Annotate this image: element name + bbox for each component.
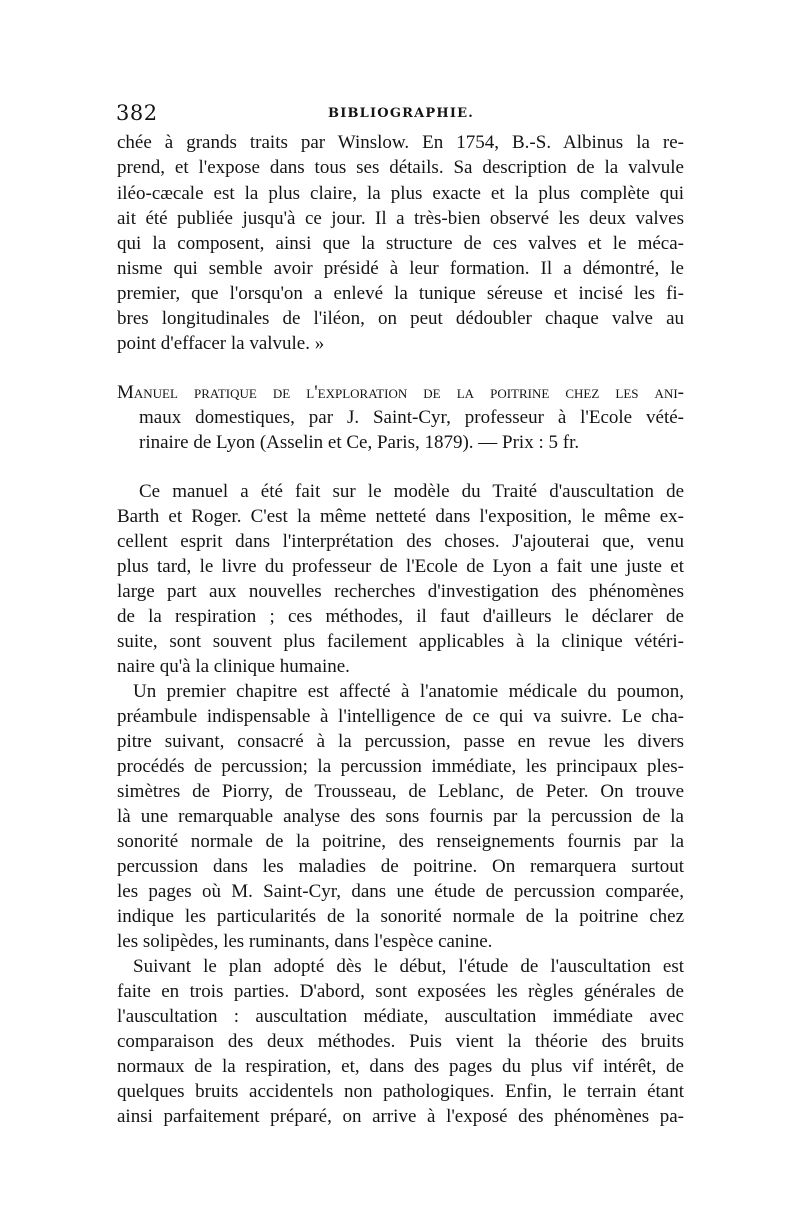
page-header (116, 101, 686, 127)
text-line: bres longitudinales de l'iléon, on peut dédoubler chaque valve au (117, 308, 684, 329)
text-line: premier, que l'orsqu'on a enlevé la tunique séreuse et incisé les fi- (117, 283, 684, 304)
text-line: percussion dans les maladies de poitrine. On remarquera surtout (117, 856, 684, 877)
text-line: les solipèdes, les ruminants, dans l'espèce canine. (117, 931, 493, 952)
text-line: iléo-cæcale est la plus claire, la plus exacte et la plus complète qui (117, 183, 684, 204)
text-line: cellent esprit dans l'interprétation des choses. J'ajouterai que, venu (117, 531, 684, 552)
text-line: là une remarquable analyse des sons fournis par la percussion de la (117, 806, 684, 827)
text-line: faite en trois parties. D'abord, sont exposées les règles générales de (117, 981, 684, 1002)
text-line: suite, sont souvent plus facilement applicables à la clinique vétéri- (117, 631, 684, 652)
text-line: simètres de Piorry, de Trousseau, de Leblanc, de Peter. On trouve (117, 781, 684, 802)
text-line: sonorité normale de la poitrine, des renseignements fournis par la (117, 831, 684, 852)
text-line: large part aux nouvelles recherches d'investigation des phénomènes (117, 581, 684, 602)
review-heading-line: Manuel pratique de l'exploration de la poitrine chez les ani- (117, 382, 684, 403)
text-line: prend, et l'expose dans tous ses détails. Sa description de la valvule (117, 157, 684, 178)
page-number: 382 (116, 101, 158, 125)
text-line: de la respiration ; ces méthodes, il faut d'ailleurs le déclarer de (117, 606, 684, 627)
text-line: Barth et Roger. C'est la même netteté dans l'exposition, le même ex- (117, 506, 684, 527)
text-line: pitre suivant, consacré à la percussion, passe en revue les divers (117, 731, 684, 752)
text-line: comparaison des deux méthodes. Puis vient la théorie des bruits (117, 1031, 684, 1052)
text-line: naire qu'à la clinique humaine. (117, 656, 350, 677)
text-line: plus tard, le livre du professeur de l'Ecole de Lyon a fait une juste et (117, 556, 684, 577)
review-heading-line: rinaire de Lyon (Asselin et Ce, Paris, 1879). — Prix : 5 fr. (139, 432, 580, 453)
text-line: préambule indispensable à l'intelligence de ce qui va suivre. Le cha- (117, 706, 684, 727)
text-line: l'auscultation : auscultation médiate, auscultation immédiate avec (117, 1006, 684, 1027)
text-line: quelques bruits accidentels non pathologiques. Enfin, le terrain étant (117, 1081, 684, 1102)
text-line: Ce manuel a été fait sur le modèle du Traité d'auscultation de (139, 481, 684, 502)
text-line: Un premier chapitre est affecté à l'anatomie médicale du poumon, (133, 681, 684, 702)
review-heading-line: maux domestiques, par J. Saint-Cyr, professeur à l'Ecole vété- (139, 407, 684, 428)
text-line: procédés de percussion; la percussion immédiate, les principaux ples- (117, 756, 684, 777)
running-title: BIBLIOGRAPHIE. (328, 106, 474, 121)
text-line: Suivant le plan adopté dès le début, l'étude de l'auscultation est (133, 956, 684, 977)
text-line: qui la composent, ainsi que la structure de ces valves et le méca- (117, 233, 684, 254)
text-line: indique les particularités de la sonorité normale de la poitrine chez (117, 906, 684, 927)
text-line: ait été publiée jusqu'à ce jour. Il a très-bien observé les deux valves (117, 208, 684, 229)
text-line: les pages où M. Saint-Cyr, dans une étude de percussion comparée, (117, 881, 684, 902)
text-line: normaux de la respiration, et, dans des pages du plus vif intérêt, de (117, 1056, 684, 1077)
text-line: ainsi parfaitement préparé, on arrive à l'exposé des phénomènes pa- (117, 1106, 684, 1127)
text-line: chée à grands traits par Winslow. En 1754, B.-S. Albinus la re- (117, 132, 684, 153)
text-line: point d'effacer la valvule. » (117, 333, 325, 354)
text-line: nisme qui semble avoir présidé à leur formation. Il a démontré, le (117, 258, 684, 279)
